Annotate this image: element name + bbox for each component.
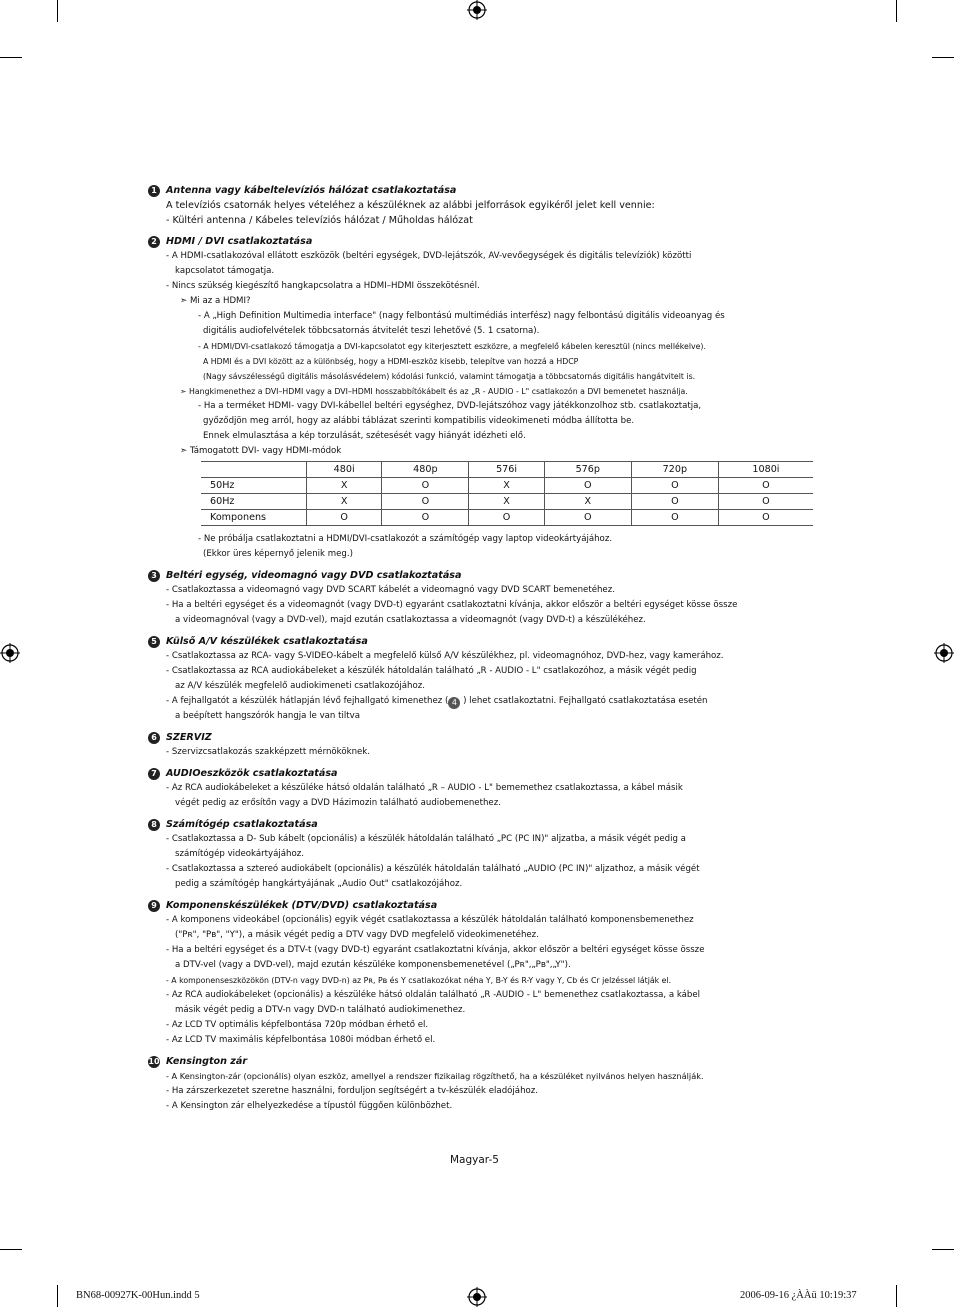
table-cell: O: [382, 510, 469, 526]
crop-mark: [0, 57, 22, 58]
text-line: győződjön meg arról, hogy az alábbi táblázat szerinti kompatibilis videokimeneti módba állította be.: [203, 416, 635, 426]
section-heading: [148, 568, 818, 583]
crop-mark: [896, 1285, 897, 1307]
section-title: Beltéri egység, videomagnó vagy DVD csatlakoztatása: [166, 570, 462, 581]
section-number: 7: [148, 768, 160, 780]
footer-file-name: BN68-00927K-00Hun.indd 5: [76, 1290, 200, 1301]
section-heading: [148, 898, 818, 913]
crop-mark: [896, 0, 897, 22]
list-item: - A komponens videokábel (opcionális) egyik végét csatlakoztassa a készülék hátoldalán található komponensbemenethez: [166, 915, 694, 925]
section-heading: [148, 817, 818, 832]
crop-mark: [932, 1249, 954, 1250]
section-title: Kensington zár: [166, 1056, 248, 1067]
list-item: - A fejhallgatót a készülék hátlapján lévő fejhallgató kimenethez ( 4 ) lehet csatlakoztatni. Fejhallgató csatlakoztatása esetén: [166, 696, 708, 707]
table-header: [201, 462, 307, 478]
text-line: - Ha a terméket HDMI- vagy DVI-kábellel beltéri egységhez, DVD-lejátszóhoz vagy játékkonzolhoz stb. csatlakoztatja,: [198, 401, 702, 411]
jack-number-icon: 4: [448, 697, 460, 709]
section-number: 8: [148, 819, 160, 831]
table-cell: 50Hz: [201, 478, 307, 494]
table-header: 480i: [307, 462, 382, 478]
arrow-icon: ➣: [180, 446, 190, 456]
arrow-icon: ➣: [180, 296, 190, 306]
table-header: 576i: [469, 462, 544, 478]
text-line: végét pedig az erősítőn vagy a DVD Házimozin található audiobemenethez.: [175, 798, 501, 808]
section-number: 3: [148, 570, 160, 582]
list-item: - Ha a beltéri egységet és a videomagnót (vagy DVD-t) egyaránt csatlakoztatni kívánja, akkor először a beltéri egységet kösse össze: [166, 600, 738, 610]
list-item: - Csatlakoztassa a D- Sub kábelt (opcionális) a készülék hátoldalán található „PC (PC IN)" aljzatba, a másik végét pedig a: [166, 834, 686, 844]
list-item: - A Kensington zár elhelyezkedése a típustól függően különbözhet.: [166, 1101, 453, 1111]
list-item: - A Kensington-zár (opcionális) olyan eszköz, amellyel a rendszer fizikailag rögzíthető, ha a készüléket nyilvános helyen használják.: [166, 1071, 704, 1081]
table-header: 1080i: [718, 462, 813, 478]
crop-mark: [932, 57, 954, 58]
table-cell: O: [544, 510, 631, 526]
list-item: - A HDMI-csatlakozóval ellátott eszközök (beltéri egységek, DVD-lejátszók, AV-vevőegységek és digitális televíziók) közötti: [166, 251, 692, 261]
table-cell: O: [544, 478, 631, 494]
list-item: - Csatlakoztassa a videomagnó vagy DVD SCART kábelét a videomagnó vagy DVD SCART bemenetéhez.: [166, 585, 615, 595]
text-line: - A HDMI/DVI-csatlakozó támogatja a DVI-kapcsolatot egy kiterjesztett eszközre, a megfelelő kábelen keresztül (nincs mellékelve).: [198, 342, 706, 351]
list-item: - Szervizcsatlakozás szakképzett mérnököknek.: [166, 747, 371, 757]
registration-mark-icon: [934, 643, 954, 663]
section-number: 9: [148, 900, 160, 912]
list-item: - Nincs szükség kiegészítő hangkapcsolatra a HDMI–HDMI összekötésnél.: [166, 281, 480, 291]
section-title: Antenna vagy kábeltelevíziós hálózat csatlakoztatása: [166, 185, 457, 196]
section-number: 1: [148, 185, 160, 197]
list-item: - Az RCA audiokábeleket a készüléke hátsó oldalán található „R – AUDIO - L" bememethez csatlakoztassa, a kábel másik: [166, 783, 683, 793]
text-line: A HDMI és a DVI között az a különbség, hogy a HDMI-eszköz kisebb, telepítve van hozzá a HDCP: [203, 357, 579, 366]
table-cell: X: [307, 478, 382, 494]
text-line: A televíziós csatornák helyes vételéhez a készüléknek az alábbi jelforrások egyikéről jelet kell vennie:: [166, 200, 655, 211]
page-number: Magyar-5: [450, 1154, 499, 1166]
section-heading: [148, 766, 818, 781]
table-row: [201, 478, 813, 494]
text-line: (Ekkor üres képernyő jelenik meg.): [203, 549, 353, 559]
list-item: - Ha zárszerkezetet szeretne használni, forduljon segítségért a tv-készülék eladójához.: [166, 1086, 539, 1096]
text-line: a DTV-vel (vagy a DVD-vel), majd ezután készüléke komponensbemenetével („Pʀ",„Pʙ",„Y").: [175, 960, 571, 970]
crop-mark: [57, 1285, 58, 1307]
table-cell: X: [307, 494, 382, 510]
table-row: [201, 510, 813, 526]
table-cell: O: [718, 510, 813, 526]
text-line: pedig a számítógép hangkártyájának „Audio Out" csatlakozójához.: [175, 879, 463, 889]
list-item: - Kültéri antenna / Kábeles televíziós hálózat / Műholdas hálózat: [166, 215, 473, 226]
crop-mark: [57, 0, 58, 22]
registration-mark-icon: [467, 1287, 487, 1307]
table-cell: O: [307, 510, 382, 526]
table-cell: O: [631, 510, 718, 526]
section-heading: [148, 634, 818, 649]
registration-mark-icon: [0, 643, 20, 663]
table-cell: X: [544, 494, 631, 510]
note-line: ➣ Mi az a HDMI?: [180, 296, 251, 306]
text-line: - Ne próbálja csatlakoztatni a HDMI/DVI-csatlakozót a számítógép vagy laptop videokártyájához.: [198, 534, 613, 544]
table-cell: O: [382, 478, 469, 494]
list-item: - Csatlakoztassa az RCA audiokábeleket a készülék hátoldalán található „R - AUDIO - L" csatlakozóhoz, a másik végét pedig: [166, 666, 697, 676]
table-header-row: [201, 462, 813, 478]
text-line: digitális audiofelvételek többcsatornás átvitelét teszi lehetővé (5. 1 csatorna).: [203, 326, 540, 336]
text-line: Ennek elmulasztása a kép torzulását, szétesését vagy hiányát idézheti elő.: [203, 431, 526, 441]
section-title: Komponenskészülékek (DTV/DVD) csatlakoztatása: [166, 900, 438, 911]
text-line: a videomagnóval (vagy a DVD-vel), majd ezután csatlakoztassa a videomagnót (vagy DVD-t) a készülékéhez.: [175, 615, 646, 625]
section-title: AUDIOeszközök csatlakoztatása: [166, 768, 338, 779]
table-header: 576p: [544, 462, 631, 478]
section-title: Számítógép csatlakoztatása: [166, 819, 318, 830]
section-title: SZERVIZ: [166, 732, 212, 743]
list-item: - Az RCA audiokábeleket (opcionális) a készüléke hátsó oldalán található „R -AUDIO - L" bemenethez csatlakoztassa, a kábel: [166, 990, 701, 1000]
section-number: 6: [148, 732, 160, 744]
registration-mark-icon: [467, 0, 487, 20]
list-item: - Az LCD TV optimális képfelbontása 720p módban érhető el.: [166, 1020, 429, 1030]
text-line: számítógép videokártyájához.: [175, 849, 304, 859]
table-cell: X: [469, 478, 544, 494]
list-item: - Ha a beltéri egységet és a DTV-t (vagy DVD-t) egyaránt csatlakoztatni kívánja, akkor először a beltéri egységet kösse össze: [166, 945, 705, 955]
section-number: 2: [148, 236, 160, 248]
arrow-icon: ➣: [180, 387, 190, 396]
footer-timestamp: 2006-09-16 ¿ÀÀü 10:19:37: [740, 1290, 857, 1301]
note-line: ➣ Támogatott DVI- vagy HDMI-módok: [180, 446, 342, 456]
table-cell: O: [718, 494, 813, 510]
list-item: - A komponenseszközökön (DTV-n vagy DVD-n) az Pʀ, Pʙ és Y csatlakozókat néha Y, B-Y és R-Y vagy Y, Cb és Cr jelzéssel látják el.: [166, 976, 672, 985]
list-item: - Az LCD TV maximális képfelbontása 1080i módban érhető el.: [166, 1035, 436, 1045]
text-line: ("Pʀ", "Pʙ", "Y"), a másik végét pedig a DTV vagy DVD megfelelő videokimenetéhez.: [175, 930, 539, 940]
section-heading: [148, 730, 818, 745]
text-line: a beépített hangszórók hangja le van tiltva: [175, 711, 360, 721]
table-cell: O: [631, 478, 718, 494]
table-cell: O: [718, 478, 813, 494]
table-cell: 60Hz: [201, 494, 307, 510]
table-cell: O: [469, 510, 544, 526]
text-line: - A „High Definition Multimedia interface" (nagy felbontású multimédiás interfész) nagy felbontású digitális videoanyag és: [198, 311, 725, 321]
table-cell: O: [631, 494, 718, 510]
note-line: ➣ Hangkimenethez a DVI–HDMI vagy a DVI–HDMI hosszabbítókábelt és az „R - AUDIO - L" csatlakozón a DVI bemenetet használja.: [180, 387, 688, 396]
table-cell: O: [382, 494, 469, 510]
section-heading: [148, 1054, 818, 1069]
text-line: (Nagy sávszélességű digitális másolásvédelem) kódolási funkció, valamint támogatja a többcsatornás digitális hangátvitelt is.: [203, 372, 696, 381]
modes-table: [201, 461, 813, 526]
list-item: - Csatlakoztassa az RCA- vagy S-VIDEO-kábelt a megfelelő külső A/V készülékhez, pl. videomagnóhoz, DVD-hez, vagy kamerához.: [166, 651, 724, 661]
text-line: másik végét pedig a DTV-n vagy DVD-n található audiokimenethez.: [175, 1005, 466, 1015]
text-line: az A/V készülék megfelelő audiokimeneti csatlakozójához.: [175, 681, 425, 691]
section-number: 10: [148, 1057, 160, 1066]
section-title: Külső A/V készülékek csatlakoztatása: [166, 636, 368, 647]
section-number: 5: [148, 636, 160, 648]
table-cell: X: [469, 494, 544, 510]
crop-mark: [0, 1249, 22, 1250]
section-heading: [148, 183, 818, 198]
list-item: - Csatlakoztassa a sztereó audiokábelt (opcionális) a készülék hátoldalán található „AUDIO (PC IN)" aljzathoz, a másik végét: [166, 864, 700, 874]
manual-content: [148, 183, 818, 1114]
table-cell: Komponens: [201, 510, 307, 526]
table-row: [201, 494, 813, 510]
table-header: 720p: [631, 462, 718, 478]
text-line: kapcsolatot támogatja.: [175, 266, 275, 276]
section-heading: [148, 234, 818, 249]
table-header: 480p: [382, 462, 469, 478]
section-title: HDMI / DVI csatlakoztatása: [166, 236, 313, 247]
